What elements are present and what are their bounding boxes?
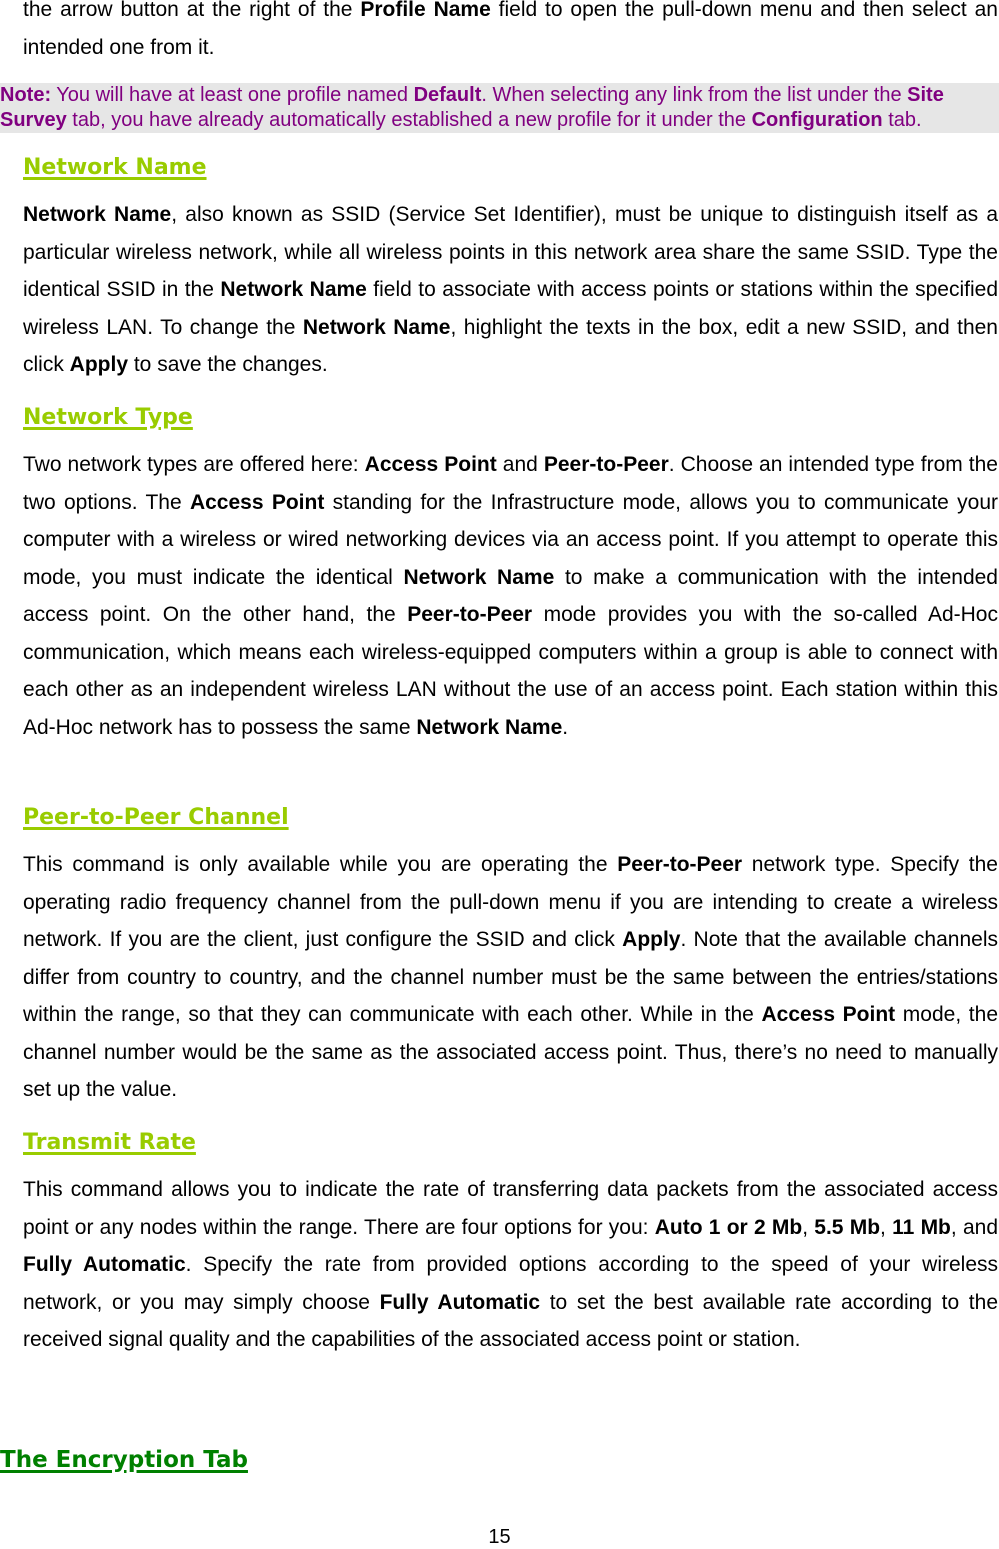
heading-network-type: Network Type — [23, 405, 193, 430]
text-run: and — [496, 453, 544, 476]
bold-term: Auto 1 or 2 Mb — [654, 1215, 803, 1239]
text-run: . Note that the available channels differ from country to country, and the channel number must be the same between the entries/stations within the range, so that they can communicate with each other. While in the — [23, 928, 998, 1026]
bold-term: Fully Automatic — [379, 1290, 541, 1314]
bold-term: Network Name — [220, 278, 367, 301]
text-run: to set the best available rate according to the received signal quality and the capabilities of the associated access point or station. — [23, 1290, 999, 1351]
bold-term: 5.5 Mb — [814, 1215, 881, 1239]
bold-term: Peer-to-Peer — [543, 453, 669, 476]
text-run: field to associate with access points or stations within the specified wireless LAN. To change the — [23, 278, 999, 339]
text-run: . When selecting any link from the list under the — [481, 84, 908, 106]
text-run: , — [802, 1215, 815, 1239]
bold-term: Peer-to-Peer — [617, 853, 743, 876]
text-run: , highlight the texts in the box, edit a new SSID, and then click — [23, 315, 998, 376]
peer-channel-paragraph — [23, 846, 998, 1109]
text-run: , also known as SSID (Service Set Identifier), must be unique to distinguish itself as a particular wireless network, while all wireless points in this network area share the same SSID. Type the identical SSID in the — [23, 203, 998, 301]
page-number: 15 — [488, 1526, 511, 1548]
bold-term: Fully Automatic — [23, 1253, 186, 1276]
text-run: network type. Specify the operating radio frequency channel from the pull-down menu if you are intending to create a wireless network. If you are the client, just configure the SSID and click — [23, 853, 998, 951]
heading-peer-to-peer-channel: Peer-to-Peer Channel — [23, 805, 289, 830]
text-run: . — [562, 715, 569, 739]
text-run: Two network types are offered here: — [23, 453, 365, 476]
bold-term: Network Name — [403, 565, 555, 589]
text-run: , — [880, 1215, 893, 1239]
bold-term: Default — [413, 84, 482, 106]
bold-term: Apply — [622, 928, 681, 951]
text-run: to make a communication with the intended access point. On the other hand, the — [23, 565, 998, 626]
bold-term: Access Point — [189, 490, 325, 514]
bold-term: Access Point — [761, 1003, 896, 1026]
bold-term: Profile Name — [360, 0, 491, 21]
text-run: mode, the channel number would be the same as the associated access point. Thus, there’s no need to manually set up the value. — [23, 1003, 999, 1101]
text-run: . Specify the rate from provided options according to the speed of your wireless network, or you may simply choose — [23, 1253, 999, 1314]
heading-transmit-rate: Transmit Rate — [23, 1130, 196, 1155]
intro-paragraph — [23, 0, 998, 66]
bold-term: 11 Mb — [892, 1215, 951, 1239]
transmit-rate-paragraph — [23, 1171, 998, 1359]
text-run: You will have at least one profile named — [51, 84, 414, 106]
bold-term: Network Name — [302, 315, 451, 339]
network-name-paragraph — [23, 196, 998, 384]
bold-term: Peer-to-Peer — [407, 603, 533, 626]
text-run: . Choose an intended type from the two options. The — [23, 453, 998, 514]
note-box — [0, 83, 999, 133]
bold-term: Apply — [69, 353, 129, 376]
bold-term: Network Name — [416, 715, 563, 739]
heading-network-name: Network Name — [23, 155, 207, 180]
heading-encryption-tab: The Encryption Tab — [0, 1447, 248, 1473]
text-run: tab. — [882, 109, 922, 131]
text-run: , and — [950, 1215, 999, 1239]
text-run: field to open the pull-down menu and then select an intended one from it. — [23, 0, 998, 59]
bold-term: Site Survey — [0, 84, 944, 131]
network-type-paragraph — [23, 446, 998, 746]
text-run: to save the changes. — [128, 353, 328, 376]
text-run: the arrow button at the right of the — [23, 0, 361, 21]
bold-term: Access Point — [364, 453, 497, 476]
text-run: mode provides you with the so-called Ad-Hoc communication, which means each wireless-equipped computers within a group is able to connect with each other as an independent wireless LAN without the use of an access point. Each station within this Ad-Hoc network has to possess the same — [23, 603, 998, 739]
bold-term: Network Name — [23, 203, 172, 226]
text-run: This command is only available while you are operating the — [23, 853, 618, 876]
bold-term: Configuration — [751, 109, 883, 131]
text-run: This command allows you to indicate the rate of transferring data packets from the associated access point or any nodes within the range. There are four options for you: — [23, 1178, 998, 1239]
text-run: standing for the Infrastructure mode, allows you to communicate your computer with a wireless or wired networking devices via an access point. If you attempt to operate this mode, you must indicate the identical — [23, 490, 998, 589]
bold-term: Note: — [0, 84, 52, 106]
text-run: tab, you have already automatically established a new profile for it under the — [66, 109, 752, 131]
